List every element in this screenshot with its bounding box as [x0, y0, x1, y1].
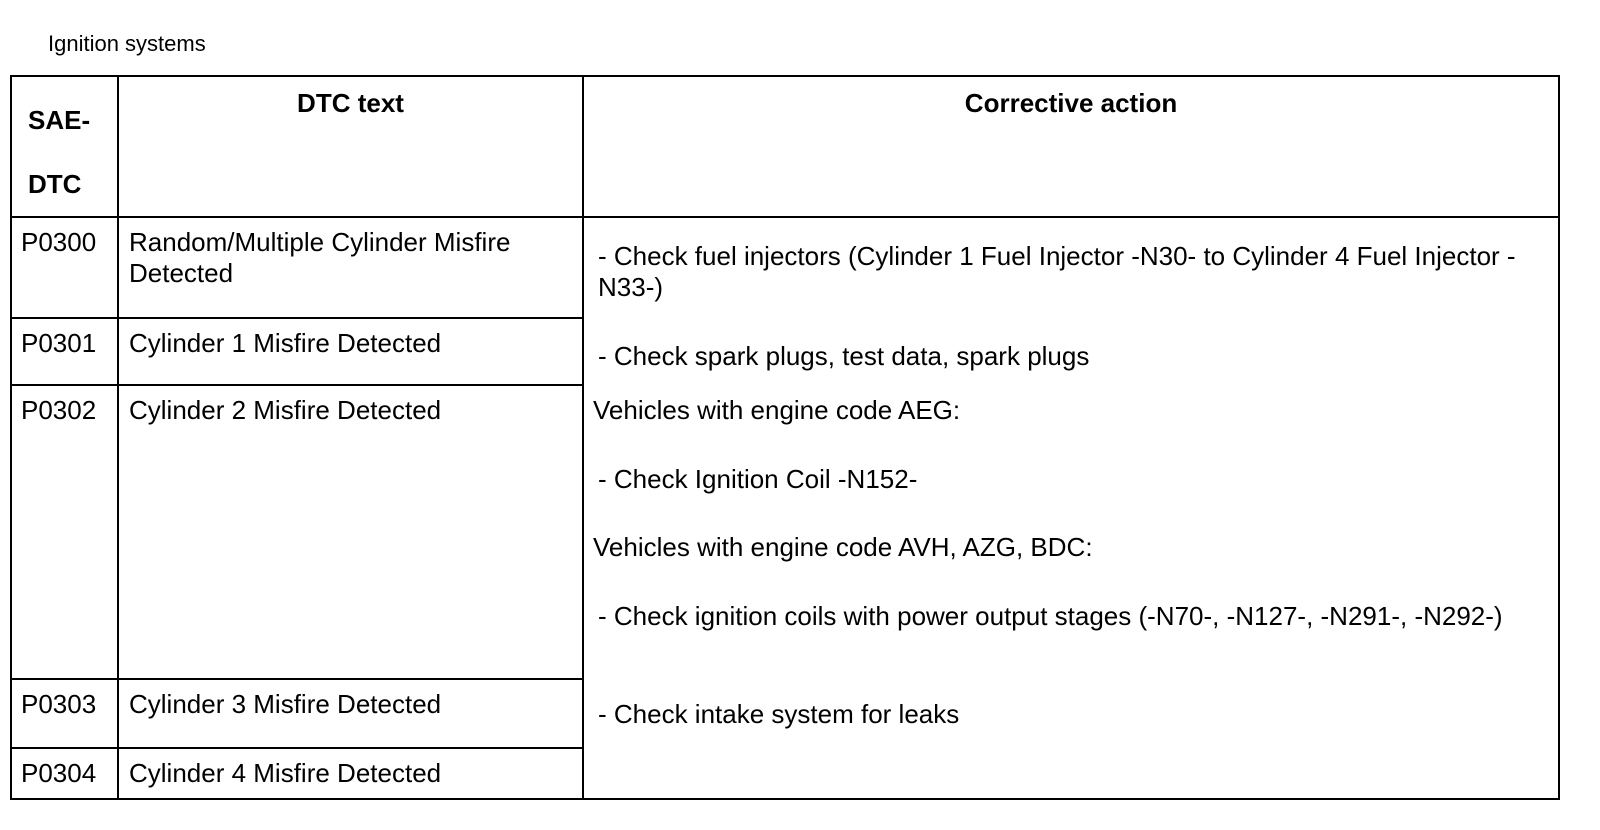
dtc-code: P0302: [11, 385, 118, 679]
action-check-spark-plugs: - Check spark plugs, test data, spark plugs: [598, 341, 1090, 371]
corrective-action-cell: [583, 217, 1559, 799]
dtc-description: Cylinder 2 Misfire Detected: [118, 385, 583, 679]
dtc-description: Random/Multiple Cylinder Misfire Detected: [118, 217, 583, 318]
section-title: Ignition systems: [48, 31, 206, 56]
action-check-ignition-coils-power-stages: - Check ignition coils with power output stages (-N70-, -N127-, -N291-, -N292-): [598, 601, 1503, 631]
action-vehicles-aeg: Vehicles with engine code AEG:: [593, 395, 961, 425]
dtc-code: P0301: [11, 318, 118, 385]
action-vehicles-avh-azg-bdc: Vehicles with engine code AVH, AZG, BDC:: [593, 532, 1093, 562]
header-corrective-action: Corrective action: [583, 76, 1559, 217]
header-sae-line1: SAE-: [28, 105, 91, 135]
action-check-ignition-coil: - Check Ignition Coil -N152-: [598, 464, 918, 494]
dtc-code: P0300: [11, 217, 118, 318]
dtc-table: [10, 75, 1560, 800]
action-check-intake-leaks: - Check intake system for leaks: [598, 699, 960, 729]
header-sae-line2: DTC: [28, 169, 82, 199]
header-dtc-text: DTC text: [118, 76, 583, 217]
header-sae-dtc: [11, 76, 118, 217]
dtc-description: Cylinder 4 Misfire Detected: [118, 748, 583, 799]
dtc-description: Cylinder 3 Misfire Detected: [118, 679, 583, 748]
dtc-code: P0303: [11, 679, 118, 748]
action-check-fuel-injectors: - Check fuel injectors (Cylinder 1 Fuel Injector -N30- to Cylinder 4 Fuel Injector -N33-): [598, 241, 1516, 302]
table-row: [11, 217, 1559, 318]
table-header-row: [11, 76, 1559, 217]
dtc-description: Cylinder 1 Misfire Detected: [118, 318, 583, 385]
dtc-code: P0304: [11, 748, 118, 799]
